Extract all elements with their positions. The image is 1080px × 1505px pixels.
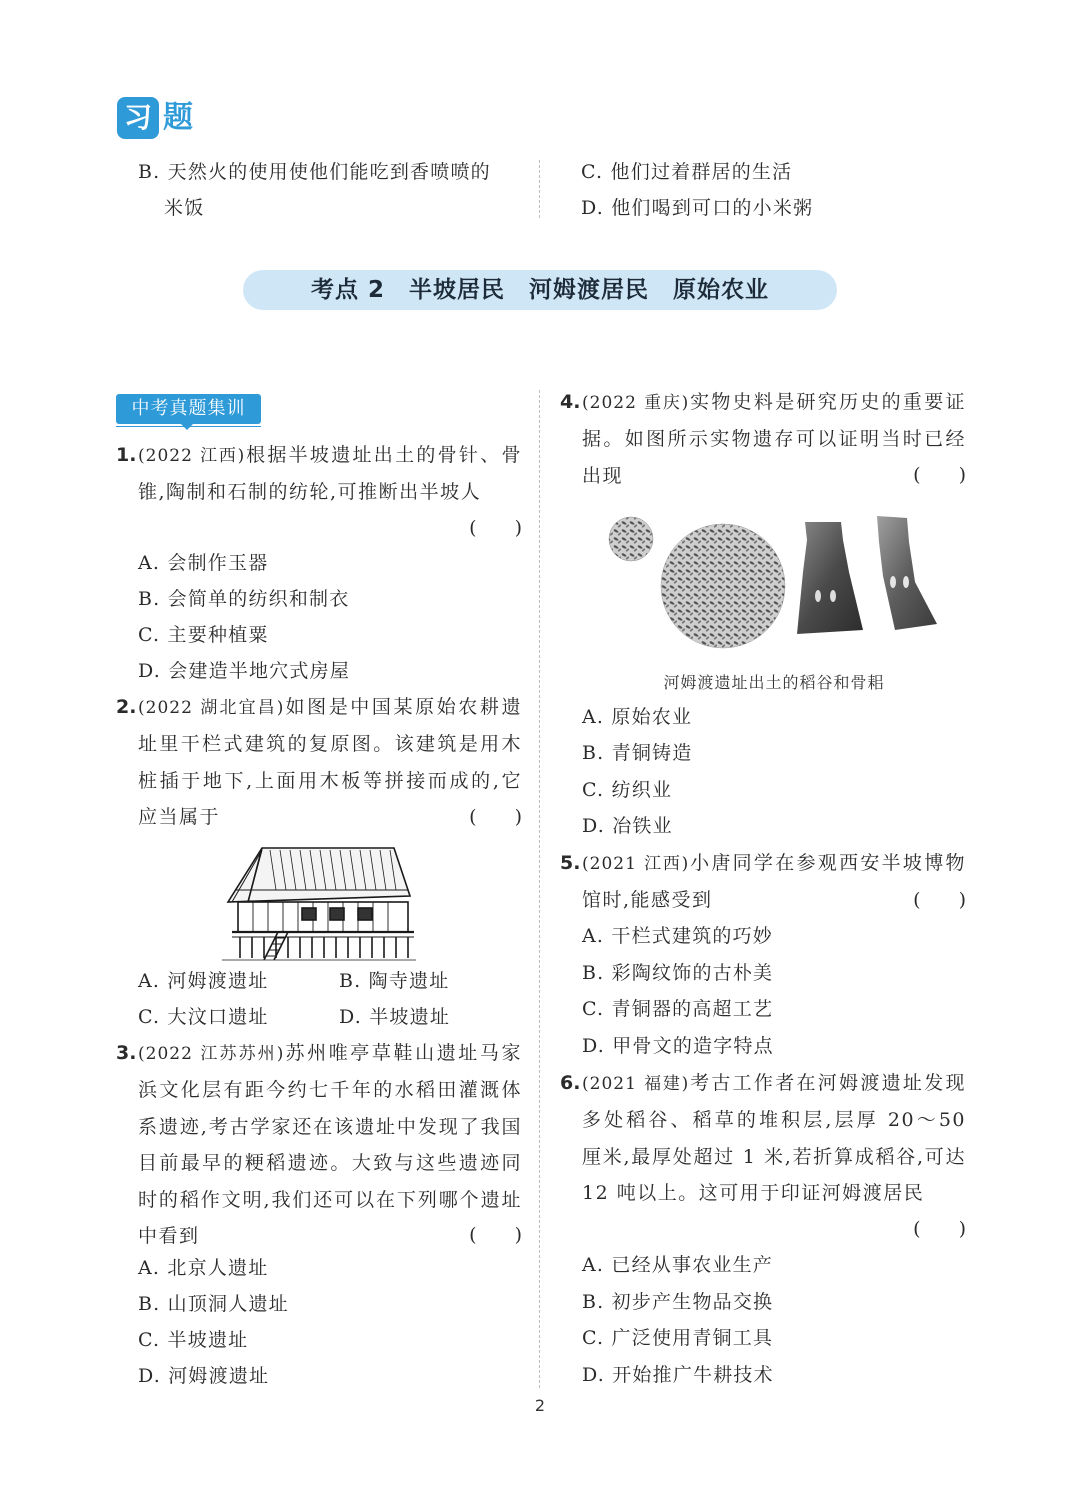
- question-5-answer-blank: ( ): [913, 888, 966, 911]
- question-4-source: (2022 重庆): [582, 393, 690, 413]
- question-4: [560, 384, 966, 493]
- question-6-answer-blank: ( ): [913, 1217, 966, 1240]
- question-4-answer-blank: ( ): [913, 463, 966, 486]
- column-divider: [539, 390, 540, 1388]
- question-6-option-a: A. 已经从事农业生产: [582, 1254, 774, 1276]
- prev-option-c: C. 他们过着群居的生活: [581, 161, 793, 183]
- stilt-house-illustration: [218, 840, 418, 962]
- question-3-option-d: D. 河姆渡遗址: [138, 1365, 270, 1387]
- question-4-image-caption: 河姆渡遗址出土的稻谷和骨耜: [663, 673, 885, 692]
- question-2-text: 如图是中国某原始农耕遗址里干栏式建筑的复原图。该建筑是用木桩插于地下,上面用木板等拼接而成的,它应当属于: [138, 696, 522, 829]
- question-1-text: 根据半坡遗址出土的骨针、骨锥,陶制和石制的纺轮,可推断出半坡人: [138, 444, 522, 504]
- question-2-answer-blank: ( ): [469, 805, 522, 828]
- prev-option-b-line1: B. 天然火的使用使他们能吃到香喷喷的: [138, 161, 491, 183]
- section-banner-title: 考点 2 半坡居民 河姆渡居民 原始农业: [310, 277, 769, 303]
- logo-badge: [117, 97, 159, 139]
- question-5: [560, 845, 966, 918]
- question-4-option-b: B. 青铜铸造: [582, 742, 693, 764]
- question-2-option-c: C. 大汶口遗址: [138, 1006, 269, 1028]
- question-3-answer-blank: ( ): [469, 1223, 522, 1246]
- question-4-body: [582, 384, 966, 493]
- question-5-option-b: B. 彩陶纹饰的古朴美: [582, 962, 774, 984]
- question-4-number: 4.: [560, 391, 581, 413]
- question-3-option-a: A. 北京人遗址: [138, 1257, 269, 1279]
- question-1-option-b: B. 会简单的纺织和制衣: [138, 588, 350, 610]
- question-5-number: 5.: [560, 852, 581, 874]
- question-3-option-c: C. 半坡遗址: [138, 1329, 249, 1351]
- question-6: [560, 1065, 966, 1247]
- question-6-body: [582, 1065, 966, 1247]
- question-2-source: (2022 湖北宜昌): [138, 698, 285, 718]
- bone-spade-left: [797, 522, 863, 634]
- question-4-option-d: D. 冶铁业: [582, 815, 673, 837]
- question-5-source: (2021 江西): [582, 854, 690, 874]
- question-1-body: [138, 437, 522, 546]
- question-2: [116, 689, 522, 835]
- question-1: [116, 437, 522, 546]
- question-3-text: 苏州唯亭草鞋山遗址马家浜文化层有距今约七千年的水稻田灌溉体系遗迹,考古学家还在该遗址中发现了我国目前最早的粳稻遗迹。大致与这些遗迹同时的稻作文明,我们还可以在下列哪个遗址中看到: [138, 1042, 522, 1248]
- question-1-source: (2022 江西): [138, 446, 246, 466]
- question-6-text: 考古工作者在河姆渡遗址发现多处稻谷、稻草的堆积层,层厚 20～50 厘米,最厚处超过 1 米,若折算成稻谷,可达 12 吨以上。这可用于印证河姆渡居民: [582, 1072, 966, 1205]
- question-4-option-a: A. 原始农业: [582, 706, 693, 728]
- question-3-body: [138, 1035, 522, 1253]
- question-3-number: 3.: [116, 1042, 137, 1064]
- question-3-source: (2022 江苏苏州): [138, 1044, 285, 1064]
- rice-grain-small: [609, 517, 653, 561]
- question-1-option-c: C. 主要种植粟: [138, 624, 269, 646]
- question-2-body: [138, 689, 522, 835]
- logo-char-xi: 习: [123, 101, 152, 134]
- question-6-number: 6.: [560, 1072, 581, 1094]
- question-1-option-a: A. 会制作玉器: [138, 552, 269, 574]
- question-6-source: (2021 福建): [582, 1074, 690, 1094]
- rice-and-bone-spade-photo: [605, 512, 941, 664]
- question-6-option-d: D. 开始推广牛耕技术: [582, 1364, 774, 1386]
- rice-grain-large: [661, 524, 785, 648]
- question-5-body: [582, 845, 966, 918]
- question-2-option-b: B. 陶寺遗址: [339, 970, 450, 992]
- subsection-tag-label: 中考真题集训: [131, 398, 246, 419]
- logo-char-ti: 题: [163, 100, 193, 135]
- question-1-option-d: D. 会建造半地穴式房屋: [138, 660, 351, 682]
- question-5-option-a: A. 干栏式建筑的巧妙: [582, 925, 774, 947]
- top-divider: [539, 160, 540, 218]
- question-6-option-c: C. 广泛使用青铜工具: [582, 1327, 774, 1349]
- question-2-option-a: A. 河姆渡遗址: [138, 970, 269, 992]
- question-4-option-c: C. 纺织业: [582, 779, 673, 801]
- subsection-tag: [116, 394, 261, 424]
- question-1-number: 1.: [116, 444, 137, 466]
- section-banner: [243, 270, 837, 310]
- question-5-option-d: D. 甲骨文的造字特点: [582, 1035, 774, 1057]
- question-3: [116, 1035, 522, 1253]
- question-6-option-b: B. 初步产生物品交换: [582, 1291, 774, 1313]
- question-4-text: 实物史料是研究历史的重要证据。如图所示实物遗存可以证明当时已经出现: [582, 391, 966, 487]
- question-5-option-c: C. 青铜器的高超工艺: [582, 998, 774, 1020]
- question-1-answer-blank: ( ): [469, 516, 522, 539]
- subsection-tag-pointer: [181, 424, 193, 430]
- bone-spade-right: [877, 516, 937, 630]
- prev-option-d: D. 他们喝到可口的小米粥: [581, 197, 814, 219]
- question-3-option-b: B. 山顶洞人遗址: [138, 1293, 289, 1315]
- prev-option-b-line2: 米饭: [164, 197, 205, 219]
- page-number: 2: [534, 1396, 546, 1415]
- question-2-option-d: D. 半坡遗址: [339, 1006, 451, 1028]
- question-5-text: 小唐同学在参观西安半坡博物馆时,能感受到: [582, 852, 966, 912]
- header-logo: [117, 97, 207, 141]
- question-2-number: 2.: [116, 696, 137, 718]
